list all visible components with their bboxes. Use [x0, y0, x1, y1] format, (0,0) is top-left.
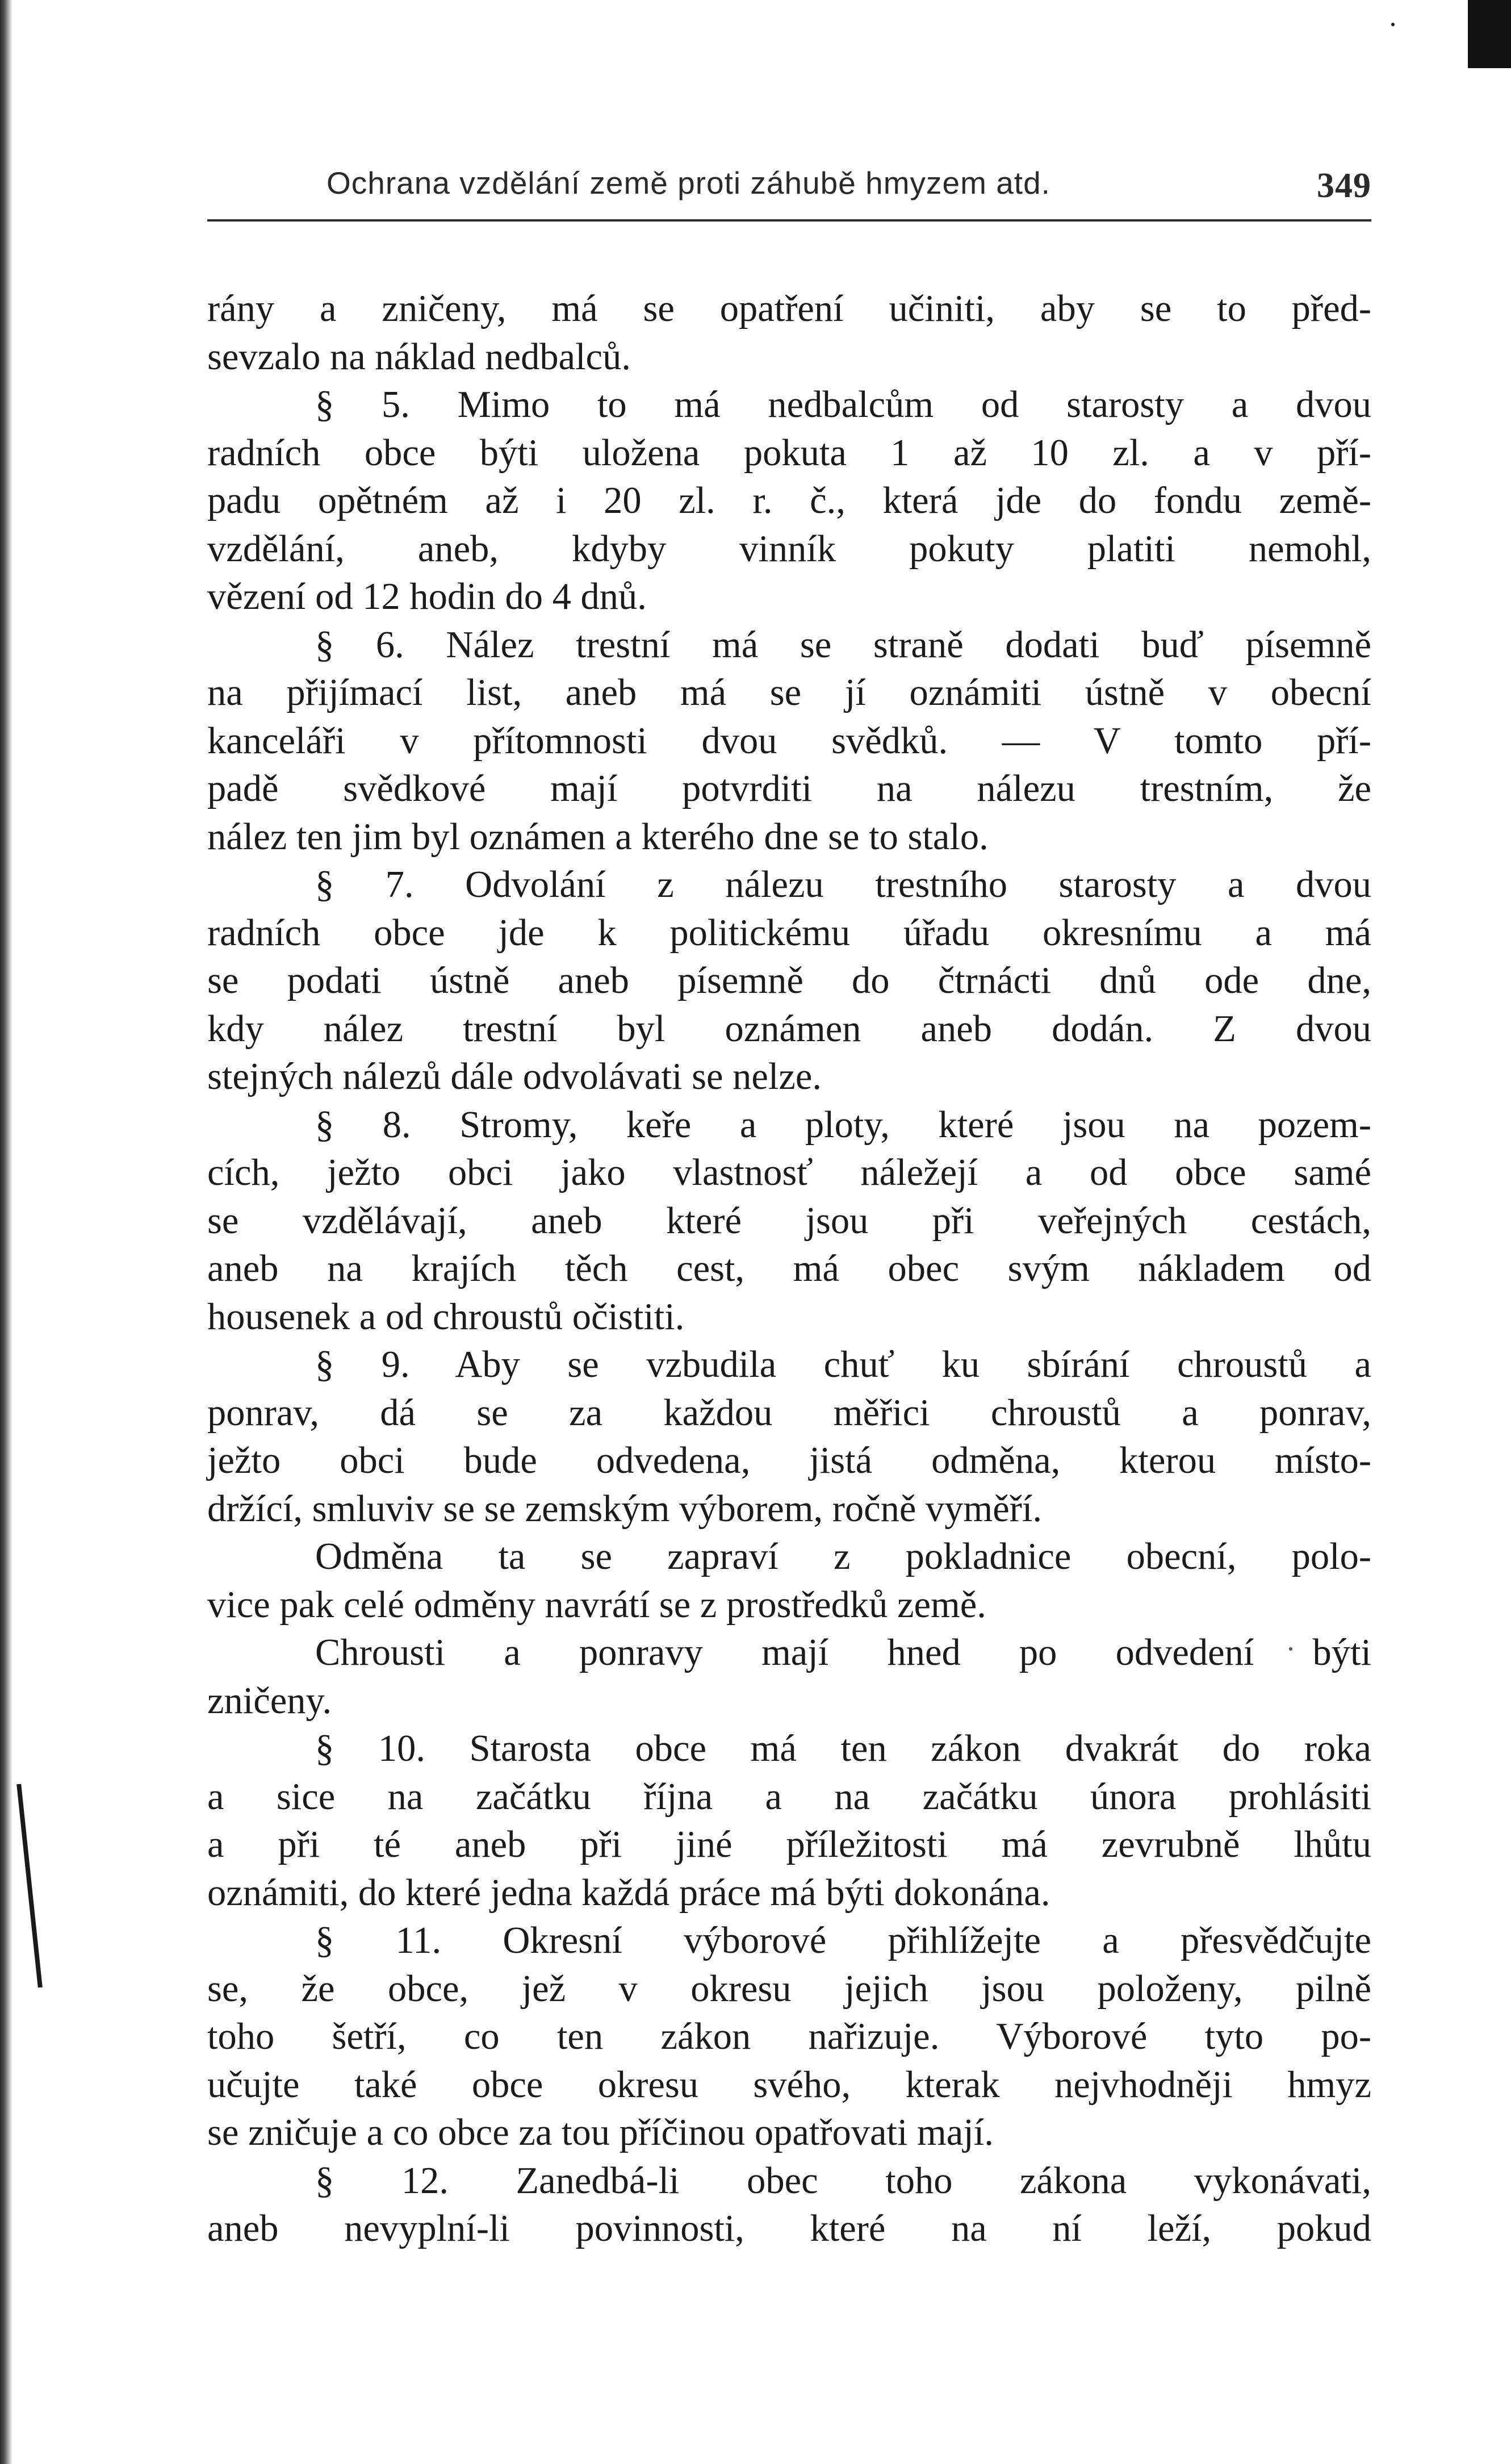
text-line: a při té aneb při jiné příležitosti má zevrubně lhůtu — [207, 1824, 1371, 1865]
text-line: vězení od 12 hodin do 4 dnů. — [207, 576, 647, 617]
text-line: na přijímací list, aneb má se jí oznámiti ústně v obecní — [207, 672, 1371, 713]
text-line: oznámiti, do které jedna každá práce má býti dokonána. — [207, 1872, 1050, 1914]
text-line: § 7. Odvolání z nálezu trestního starosty a dvou — [315, 864, 1371, 905]
text-line: sevzalo na náklad nedbalců. — [207, 336, 631, 378]
text-line: se vzdělávají, aneb které jsou při veřejných cestách, — [207, 1200, 1371, 1242]
text-line: zničeny. — [207, 1680, 332, 1722]
text-line: Chrousti a ponravy mají hned po odvedení býti — [315, 1632, 1371, 1673]
book-page — [207, 153, 1371, 2249]
running-header — [207, 153, 1371, 216]
text-line: aneb nevyplní-li povinnosti, které na ní leží, pokud — [207, 2208, 1371, 2249]
header-rule — [207, 219, 1371, 222]
text-line: § 11. Okresní výborové přihlížejte a přesvědčujte — [315, 1920, 1371, 1961]
text-line: radních obce býti uložena pokuta 1 až 10 zl. a v pří- — [207, 432, 1371, 474]
scan-edge-shadow — [0, 0, 12, 2464]
text-line: padu opětném až i 20 zl. r. č., která jde do fondu země- — [207, 480, 1371, 521]
text-line: ponrav, dá se za každou měřici chroustů a ponrav, — [207, 1392, 1371, 1434]
text-line: a sice na začátku října a na začátku února prohlásiti — [207, 1776, 1371, 1818]
text-line: toho šetří, co ten zákon nařizuje. Výborové tyto po- — [207, 2016, 1371, 2057]
text-line: nález ten jim byl oznámen a kterého dne se to stalo. — [207, 816, 989, 858]
scan-artifact — [1468, 0, 1511, 68]
text-line: vzdělání, aneb, kdyby vinník pokuty platiti nemohl, — [207, 528, 1371, 570]
text-line: § 12. Zanedbá-li obec toho zákona vykonávati, — [315, 2160, 1371, 2202]
text-line: ježto obci bude odvedena, jistá odměna, kterou místo- — [207, 1440, 1371, 1481]
body-text — [207, 285, 1371, 2253]
text-line: se, že obce, jež v okresu jejich jsou položeny, pilně — [207, 1968, 1371, 2010]
text-line: se zničuje a co obce za tou příčinou opatřovati mají. — [207, 2112, 994, 2153]
text-line: učujte také obce okresu svého, kterak nejvhodněji hmyz — [207, 2064, 1371, 2106]
page-number: 349 — [1317, 166, 1371, 205]
text-line: stejných nálezů dále odvolávati se nelze. — [207, 1056, 822, 1097]
text-line: aneb na krajích těch cest, má obec svým nákladem od — [207, 1248, 1371, 1289]
text-line: Odměna ta se zapraví z pokladnice obecní, polo- — [315, 1536, 1371, 1577]
text-line: padě svědkové mají potvrditi na nálezu trestním, že — [207, 768, 1371, 809]
text-line: držící, smluviv se se zemským výborem, ročně vyměří. — [207, 1488, 1043, 1530]
text-line: kanceláři v přítomnosti dvou svědků. — V tomto pří- — [207, 720, 1371, 762]
scan-artifact — [1391, 23, 1395, 26]
text-line: § 6. Nález trestní má se straně dodati buď písemně — [315, 624, 1371, 666]
text-line: radních obce jde k politickému úřadu okresnímu a má — [207, 912, 1371, 954]
text-line: rány a zničeny, má se opatření učiniti, aby se to před- — [207, 288, 1371, 329]
text-line: § 5. Mimo to má nedbalcům od starosty a dvou — [315, 384, 1371, 425]
text-line: vice pak celé odměny navrátí se z prostředků země. — [207, 1584, 986, 1626]
scan-artifact — [16, 1784, 43, 1988]
text-line: cích, ježto obci jako vlastnosť náležejí a od obce samé — [207, 1152, 1371, 1193]
running-title: Ochrana vzdělání země proti záhubě hmyzem atd. — [327, 165, 1050, 201]
text-line: § 10. Starosta obce má ten zákon dvakrát do roka — [315, 1728, 1371, 1769]
text-line: § 9. Aby se vzbudila chuť ku sbírání chroustů a — [315, 1344, 1371, 1385]
text-line: se podati ústně aneb písemně do čtrnácti dnů ode dne, — [207, 960, 1371, 1001]
text-line: housenek a od chroustů očistiti. — [207, 1296, 685, 1338]
text-line: kdy nález trestní byl oznámen aneb dodán. Z dvou — [207, 1008, 1371, 1050]
text-line: § 8. Stromy, keře a ploty, které jsou na pozem- — [315, 1104, 1371, 1146]
